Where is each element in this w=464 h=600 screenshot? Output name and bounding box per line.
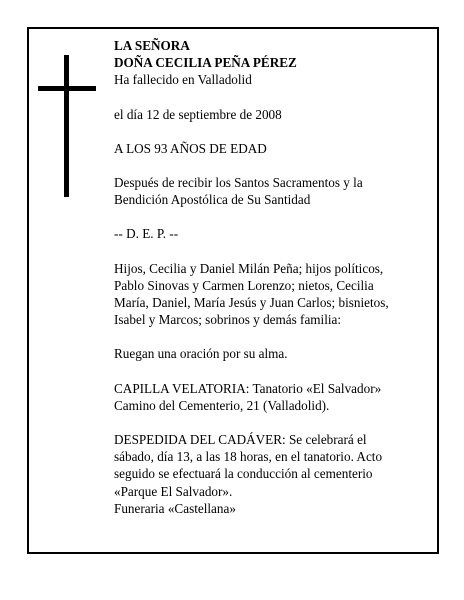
death-date: el día 12 de septiembre de 2008	[114, 106, 282, 122]
sacraments-paragraph	[114, 174, 414, 208]
farewell-line: DESPEDIDA DEL CADÁVER: Se celebrará el	[114, 432, 367, 448]
death-place: Ha fallecido en Valladolid	[114, 72, 252, 88]
deceased-header	[114, 37, 414, 89]
age-line: A LOS 93 AÑOS DE EDAD	[114, 140, 267, 156]
rip-line: -- D. E. P. --	[114, 226, 179, 242]
chapel-line: Camino del Cementerio, 21 (Valladolid).	[114, 397, 330, 413]
family-line: Isabel y Marcos; sobrinos y demás familia:	[114, 312, 342, 328]
chapel-paragraph	[114, 380, 414, 414]
sacraments-line: Bendición Apostólica de Su Santidad	[114, 192, 311, 208]
farewell-line: «Parque El Salvador».	[114, 483, 233, 499]
prayer-line: Ruegan una oración por su alma.	[114, 346, 288, 362]
chapel-line: CAPILLA VELATORIA: Tanatorio «El Salvador»	[114, 380, 382, 396]
cross-vertical-bar	[64, 55, 69, 197]
deceased-title: LA SEÑORA	[114, 38, 190, 53]
deceased-name: DOÑA CECILIA PEÑA PÉREZ	[114, 55, 297, 71]
family-paragraph	[114, 260, 414, 329]
family-line: María, Daniel, María Jesús y Juan Carlos; bisnietos,	[114, 295, 389, 311]
farewell-paragraph	[114, 431, 414, 517]
family-line: Hijos, Cecilia y Daniel Milán Peña; hijos políticos,	[114, 260, 384, 276]
obituary-text	[114, 37, 414, 517]
cross-horizontal-bar	[38, 86, 96, 91]
farewell-line: seguido se efectuará la conducción al cementerio	[114, 466, 373, 482]
funeral-home-line: Funeraria «Castellana»	[114, 500, 236, 516]
sacraments-line: Después de recibir los Santos Sacramentos y la	[114, 175, 363, 191]
farewell-line: sábado, día 13, a las 18 horas, en el tanatorio. Acto	[114, 449, 383, 465]
family-line: Pablo Sinovas y Carmen Lorenzo; nietos, Cecilia	[114, 277, 374, 293]
